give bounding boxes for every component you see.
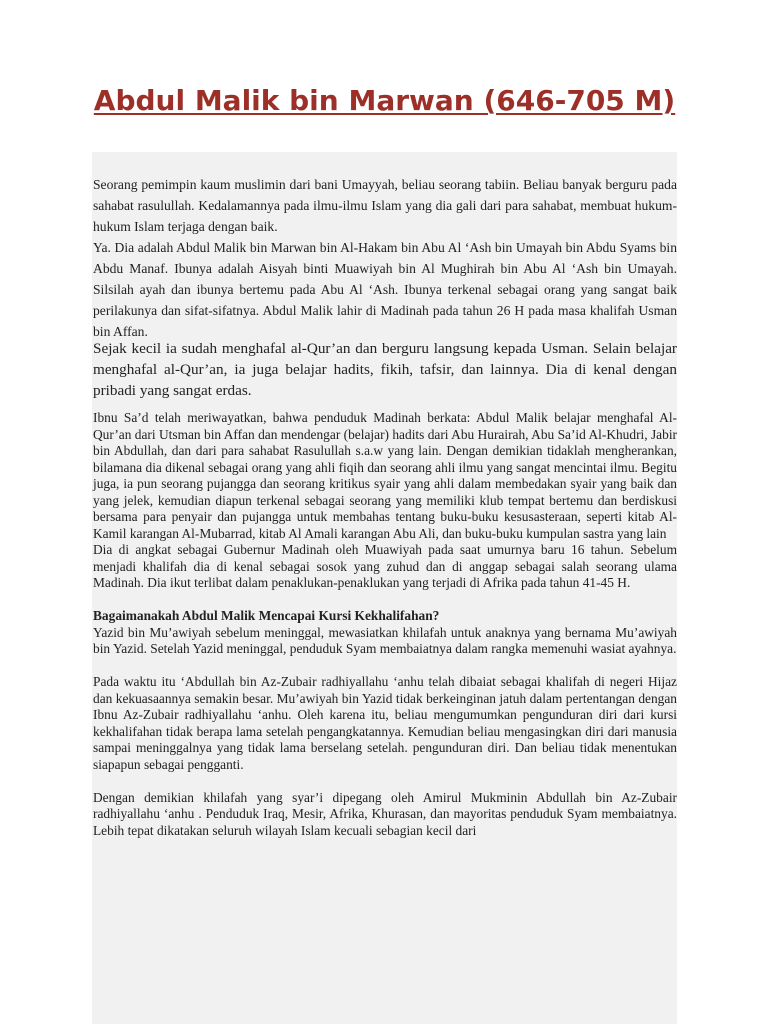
section-subheading: Bagaimanakah Abdul Malik Mencapai Kursi Kekhalifahan? [93,608,440,623]
paragraph-spacer [93,658,677,675]
article-body [92,152,677,1024]
paragraph-spacer [93,592,677,609]
body2-paragraph-1: Yazid bin Mu’awiyah sebelum meninggal, mewasiatkan khilafah untuk anaknya yang bernama Mu’awiyah bin Yazid. Setelah Yazid meninggal, penduduk Syam membaiatnya dalam rangka memenuhi wasiat ayahnya. [93,624,677,656]
history-section [93,410,677,839]
body-paragraph-2: Dia di angkat sebagai Gubernur Madinah oleh Muawiyah pada saat umurnya baru 16 tahun. Sebelum menjadi khalifah dia di kenal sebagai sosok yang zuhud dan di anggap sebagai salah seorang ulama Madinah. Dia ikut terlibat dalam penaklukan-penaklukan yang terjadi di Afrika pada tahun 41-45 H. [93,542,677,590]
paragraph-spacer [93,773,677,790]
intro-section [93,174,677,342]
body2-paragraph-2: Pada waktu itu ‘Abdullah bin Az-Zubair radhiyallahu ‘anhu telah dibaiat sebagai khalifah di negeri Hijaz dan kekuasaannya semakin besar. Mu’awiyah bin Yazid tidak berkeinginan jatuh dalam pertentangan dengan Ibnu Az-Zubair radhiyallahu ‘anhu. Oleh karena itu, beliau mengumumkan pengunduran diri dari kursi kekhalifahan tidak berapa lama setelah pengangkatannya. Kemudian beliau mengasingkan diri dari manusia sampai meninggalnya yang tidak lama berselang setelah. pengunduran diri. Dan beliau tidak menentukan siapapun sebagai pengganti. [93,674,677,772]
body-paragraph-1: Ibnu Sa’d telah meriwayatkan, bahwa penduduk Madinah berkata: Abdul Malik belajar menghafal Al-Qur’an dari Utsman bin Affan dan mendengar (belajar) hadits dari Abu Hurairah, Abu Sa’id Al-Khudri, Jabir bin Abdullah, dan dari para sahabat Rasulullah s.a.w yang lain. Dengan demikian tidaklah mengherankan, bilamana dia dikenal sebagai orang yang ahli fiqih dan seorang ahli ilmu yang sangat mencintai ilmu. Begitu juga, ia pun seorang pujangga dan seorang kritikus syair yang ahli dalam membedakan syair yang baik dan yang jelek, kemudian diapun terkenal sebagai seorang yang memiliki klub tempat bertemu dan berdiskusi bersama para penyair dan pujangga untuk membahas tentang buku-buku kesusasteraan, seperti kitab Al-Kamil karangan Al-Mubarrad, kitab Al Amali karangan Abu Ali, dan buku-buku kumpulan sastra yang lain [93,410,677,541]
intro-paragraph-2: Ya. Dia adalah Abdul Malik bin Marwan bin Al-Hakam bin Abu Al ‘Ash bin Umayah bin Abdu Syams bin Abdu Manaf. Ibunya adalah Aisyah binti Muawiyah bin Al Mughirah bin Abu Al ‘Ash bin Umayah. Silsilah ayah dan ibunya bertemu pada Abu Al ‘Ash. Ibunya terkenal sebagai orang yang sangat baik perilakunya dan sifat-sifatnya. Abdul Malik lahir di Madinah pada tahun 26 H pada masa khalifah Usman bin Affan. [93,240,677,339]
page-title: Abdul Malik bin Marwan (646-705 M) [93,84,676,117]
childhood-paragraph: Sejak kecil ia sudah menghafal al-Qur’an dan berguru langsung kepada Usman. Selain belajar menghafal al-Qur’an, ia juga belajar hadits, fikih, tafsir, dan lainnya. Dia di kenal dengan pribadi yang sangat erdas. [93,340,677,399]
intro-paragraph-1: Seorang pemimpin kaum muslimin dari bani Umayyah, beliau seorang tabiin. Beliau banyak berguru pada sahabat rasulullah. Kedalamannya pada ilmu-ilmu Islam yang dia gali dari para sahabat, membuat hukum-hukum Islam terjaga dengan baik. [93,177,677,234]
body2-paragraph-3: Dengan demikian khilafah yang syar’i dipegang oleh Amirul Mukminin Abdullah bin Az-Zubair radhiyallahu ‘anhu . Penduduk Iraq, Mesir, Afrika, Khurasan, dan mayoritas penduduk Syam membaiatnya. Lebih tepat dikatakan seluruh wilayah Islam kecuali sebagian kecil dari [93,789,677,838]
